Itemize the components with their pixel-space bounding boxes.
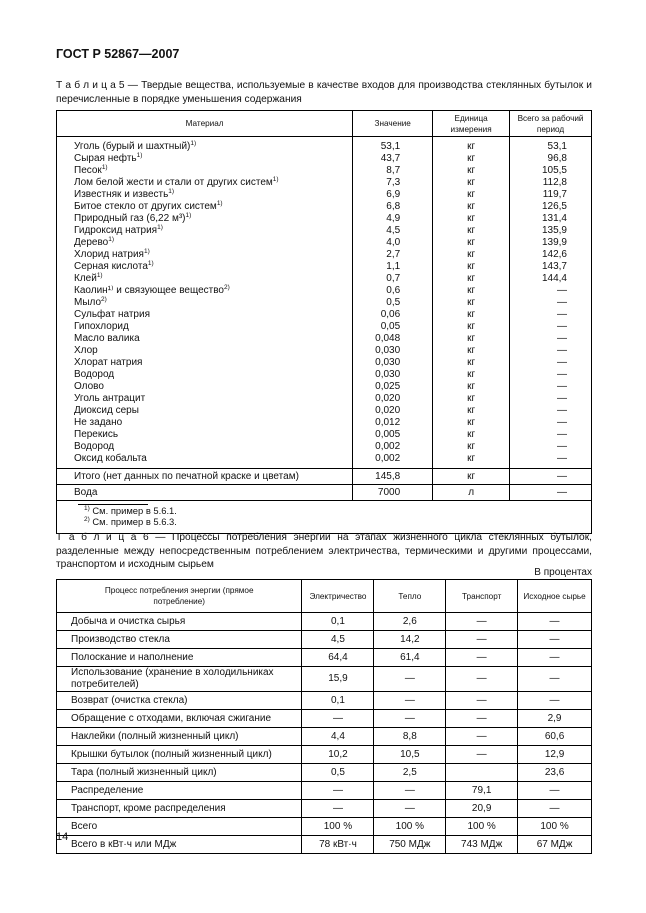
value-cell: 0,030 xyxy=(353,357,433,369)
total-cell: 142,6 xyxy=(510,249,592,261)
material-cell: Олово xyxy=(57,381,353,393)
value-cell: 4,0 xyxy=(353,237,433,249)
value-cell: 100 % xyxy=(302,818,374,836)
table-row xyxy=(57,345,592,357)
value-cell: 4,9 xyxy=(353,213,433,225)
value-cell: 20,9 xyxy=(446,800,518,818)
total-cell: — xyxy=(510,417,592,429)
value-cell: 23,6 xyxy=(518,764,592,782)
total-cell: — xyxy=(510,309,592,321)
value-cell: — xyxy=(446,692,518,710)
table-row xyxy=(57,249,592,261)
value-cell: 8,8 xyxy=(374,728,446,746)
total-cell: 53,1 xyxy=(510,137,592,154)
unit-cell: кг xyxy=(433,201,510,213)
total-cell: 126,5 xyxy=(510,201,592,213)
material-cell: Диоксид серы xyxy=(57,405,353,417)
value-cell: — xyxy=(374,692,446,710)
material-cell: Песок$^{1)}$ xyxy=(57,165,353,177)
unit-cell: кг xyxy=(433,429,510,441)
table-row xyxy=(57,782,592,800)
value-cell: 53,1 xyxy=(353,137,433,154)
process-cell: Обращение с отходами, включая сжигание xyxy=(57,710,302,728)
value-cell: 61,4 xyxy=(374,649,446,667)
footnote-mark: 2) xyxy=(84,516,90,523)
value-cell: — xyxy=(446,710,518,728)
total-cell: — xyxy=(510,405,592,417)
table-row xyxy=(57,393,592,405)
unit-cell: кг xyxy=(433,393,510,405)
table5-water-unit: л xyxy=(433,485,510,501)
table5-total-total: — xyxy=(510,469,592,485)
value-cell: — xyxy=(446,613,518,631)
table-row xyxy=(57,137,592,154)
table-row xyxy=(57,728,592,746)
material-cell: Уголь (бурый и шахтный)$^{1)}$ xyxy=(57,137,353,154)
table-row xyxy=(57,357,592,369)
total-cell: — xyxy=(510,297,592,309)
footnote-text: См. пример в 5.6.3. xyxy=(92,516,177,527)
value-cell: 0,005 xyxy=(353,429,433,441)
material-cell: Хлор xyxy=(57,345,353,357)
table-row xyxy=(57,417,592,429)
value-cell: — xyxy=(518,667,592,692)
process-cell: Возврат (очистка стекла) xyxy=(57,692,302,710)
value-cell: — xyxy=(302,800,374,818)
material-cell: Водород xyxy=(57,369,353,381)
process-cell: Использование (хранение в холодильниках потребителей) xyxy=(57,667,302,692)
process-cell: Транспорт, кроме распределения xyxy=(57,800,302,818)
value-cell: 0,002 xyxy=(353,453,433,469)
table5-footnote-row xyxy=(57,501,592,517)
material-cell: Серная кислота$^{1)}$ xyxy=(57,261,353,273)
value-cell: — xyxy=(446,746,518,764)
table-row xyxy=(57,201,592,213)
unit-cell: кг xyxy=(433,369,510,381)
material-cell: Хлорид натрия$^{1)}$ xyxy=(57,249,353,261)
unit-cell: кг xyxy=(433,309,510,321)
page-number: 14 xyxy=(56,831,69,843)
value-cell: 100 % xyxy=(446,818,518,836)
value-cell: 2,6 xyxy=(374,613,446,631)
total-cell: — xyxy=(510,453,592,469)
value-cell: 0,7 xyxy=(353,273,433,285)
unit-cell: кг xyxy=(433,417,510,429)
value-cell: 0,030 xyxy=(353,345,433,357)
table6-header-raw: Исходное сырье xyxy=(518,580,592,613)
material-cell: Масло валика xyxy=(57,333,353,345)
process-cell: Полоскание и наполнение xyxy=(57,649,302,667)
value-cell: 43,7 xyxy=(353,153,433,165)
table-row xyxy=(57,453,592,469)
value-cell: 8,7 xyxy=(353,165,433,177)
total-cell: 119,7 xyxy=(510,189,592,201)
total-cell: — xyxy=(510,381,592,393)
table-row xyxy=(57,710,592,728)
table5-header-row xyxy=(57,111,592,137)
table-row xyxy=(57,800,592,818)
unit-cell: кг xyxy=(433,453,510,469)
table5-header-material: Материал xyxy=(57,111,353,137)
table-row xyxy=(57,381,592,393)
table-row xyxy=(57,667,592,692)
value-cell: — xyxy=(446,649,518,667)
value-cell: 6,8 xyxy=(353,201,433,213)
value-cell: 0,5 xyxy=(302,764,374,782)
table-row xyxy=(57,321,592,333)
process-cell: Добыча и очистка сырья xyxy=(57,613,302,631)
unit-cell: кг xyxy=(433,177,510,189)
table6-header-heat: Тепло xyxy=(374,580,446,613)
unit-cell: кг xyxy=(433,249,510,261)
unit-cell: кг xyxy=(433,261,510,273)
table-row xyxy=(57,333,592,345)
total-cell: — xyxy=(510,321,592,333)
table-row xyxy=(57,649,592,667)
value-cell: — xyxy=(374,800,446,818)
value-cell: 2,7 xyxy=(353,249,433,261)
value-cell: 0,05 xyxy=(353,321,433,333)
table6-units-note: В процентах xyxy=(534,567,592,578)
table5-water-row xyxy=(57,485,592,501)
table-row xyxy=(57,613,592,631)
table5-header-total: Всего за рабочий период xyxy=(510,111,592,137)
table5-water-total: — xyxy=(510,485,592,501)
unit-cell: кг xyxy=(433,441,510,453)
value-cell: 4,4 xyxy=(302,728,374,746)
process-cell: Распределение xyxy=(57,782,302,800)
total-cell: — xyxy=(510,345,592,357)
material-cell: Известняк и известь$^{1)}$ xyxy=(57,189,353,201)
value-cell: — xyxy=(374,782,446,800)
total-cell: 112,8 xyxy=(510,177,592,189)
table-row xyxy=(57,764,592,782)
table6-header-transport: Транспорт xyxy=(446,580,518,613)
value-cell: — xyxy=(446,667,518,692)
total-cell: 96,8 xyxy=(510,153,592,165)
process-cell: Тара (полный жизненный цикл) xyxy=(57,764,302,782)
unit-cell: кг xyxy=(433,405,510,417)
value-cell: — xyxy=(374,667,446,692)
table-row xyxy=(57,818,592,836)
value-cell: — xyxy=(446,728,518,746)
value-cell: 64,4 xyxy=(302,649,374,667)
value-cell: — xyxy=(518,782,592,800)
table5-water-value: 7000 xyxy=(353,485,433,501)
value-cell: 14,2 xyxy=(374,631,446,649)
table5-header-unit: Единица измерения xyxy=(433,111,510,137)
material-cell: Уголь антрацит xyxy=(57,393,353,405)
unit-cell: кг xyxy=(433,189,510,201)
unit-cell: кг xyxy=(433,381,510,393)
table-row xyxy=(57,285,592,297)
total-cell: — xyxy=(510,357,592,369)
process-cell: Всего xyxy=(57,818,302,836)
material-cell: Каолин¹⁾ и связующее вещество$^{2)}$ xyxy=(57,285,353,297)
material-cell: Лом белой жести и стали от других систем$^{1)}$ xyxy=(57,177,353,189)
process-cell: Всего в кВт·ч или МДж xyxy=(57,836,302,854)
value-cell: — xyxy=(518,800,592,818)
value-cell: 6,9 xyxy=(353,189,433,201)
table-row xyxy=(57,297,592,309)
material-cell: Дерево$^{1)}$ xyxy=(57,237,353,249)
unit-cell: кг xyxy=(433,285,510,297)
table-row xyxy=(57,405,592,417)
table-row xyxy=(57,153,592,165)
total-cell: 105,5 xyxy=(510,165,592,177)
total-cell: — xyxy=(510,369,592,381)
material-cell: Гипохлорид xyxy=(57,321,353,333)
value-cell: — xyxy=(446,631,518,649)
value-cell: — xyxy=(302,782,374,800)
total-cell: — xyxy=(510,285,592,297)
process-cell: Производство стекла xyxy=(57,631,302,649)
value-cell: 4,5 xyxy=(302,631,374,649)
value-cell: 4,5 xyxy=(353,225,433,237)
table6-caption: Т а б л и ц а 6 — Процессы потребления энергии на этапах жизненного цикла стеклянных бутылок, разделенные между непосредственным потреблением электричества, термическими и другими процессами, транспортом и исходным сырьем xyxy=(56,532,592,570)
value-cell: — xyxy=(518,649,592,667)
table-row xyxy=(57,177,592,189)
value-cell: — xyxy=(302,710,374,728)
unit-cell: кг xyxy=(433,297,510,309)
value-cell: 79,1 xyxy=(446,782,518,800)
material-cell: Клей$^{1)}$ xyxy=(57,273,353,285)
footnote-text: См. пример в 5.6.1. xyxy=(92,505,177,516)
table5-water-label: Вода xyxy=(57,485,353,501)
value-cell: 0,030 xyxy=(353,369,433,381)
table-row xyxy=(57,213,592,225)
value-cell: — xyxy=(374,710,446,728)
table6 xyxy=(56,579,592,854)
total-cell: 144,4 xyxy=(510,273,592,285)
material-cell: Сульфат натрия xyxy=(57,309,353,321)
table5-caption: Т а б л и ц а 5 — Твердые вещества, используемые в качестве входов для производства стеклянных бутылок и перечисленные в порядке уменьшения содержания xyxy=(56,80,592,105)
table5 xyxy=(56,110,592,534)
table-row xyxy=(57,261,592,273)
value-cell: — xyxy=(518,692,592,710)
table-row xyxy=(57,165,592,177)
value-cell: 0,002 xyxy=(353,441,433,453)
value-cell: 2,5 xyxy=(374,764,446,782)
table-row xyxy=(57,429,592,441)
material-cell: Гидроксид натрия$^{1)}$ xyxy=(57,225,353,237)
value-cell: 100 % xyxy=(518,818,592,836)
material-cell: Не задано xyxy=(57,417,353,429)
value-cell: 67 МДж xyxy=(518,836,592,854)
value-cell: 0,020 xyxy=(353,393,433,405)
table6-header-electricity: Электричество xyxy=(302,580,374,613)
unit-cell: кг xyxy=(433,333,510,345)
table-row xyxy=(57,836,592,854)
value-cell: 60,6 xyxy=(518,728,592,746)
value-cell: 0,012 xyxy=(353,417,433,429)
unit-cell: кг xyxy=(433,273,510,285)
table-row xyxy=(57,692,592,710)
total-cell: 143,7 xyxy=(510,261,592,273)
material-cell: Перекись xyxy=(57,429,353,441)
total-cell: 131,4 xyxy=(510,213,592,225)
table-row xyxy=(57,441,592,453)
table6-header-process: Процесс потребления энергии (прямое потребление) xyxy=(57,580,302,613)
table5-total-unit: кг xyxy=(433,469,510,485)
table-row xyxy=(57,225,592,237)
process-cell: Крышки бутылок (полный жизненный цикл) xyxy=(57,746,302,764)
table5-total-label: Итого (нет данных по печатной краске и цветам) xyxy=(57,469,353,485)
table-row xyxy=(57,369,592,381)
value-cell: 0,025 xyxy=(353,381,433,393)
process-cell: Наклейки (полный жизненный цикл) xyxy=(57,728,302,746)
value-cell: 0,5 xyxy=(353,297,433,309)
unit-cell: кг xyxy=(433,237,510,249)
material-cell: Природный газ (6,22 м³)$^{1)}$ xyxy=(57,213,353,225)
value-cell: 7,3 xyxy=(353,177,433,189)
table-row xyxy=(57,273,592,285)
material-cell: Сырая нефть$^{1)}$ xyxy=(57,153,353,165)
table6-header-row xyxy=(57,580,592,613)
value-cell: 0,6 xyxy=(353,285,433,297)
value-cell: 15,9 xyxy=(302,667,374,692)
value-cell: 10,5 xyxy=(374,746,446,764)
total-cell: — xyxy=(510,429,592,441)
material-cell: Мыло$^{2)}$ xyxy=(57,297,353,309)
unit-cell: кг xyxy=(433,225,510,237)
table-row xyxy=(57,237,592,249)
value-cell: 1,1 xyxy=(353,261,433,273)
value-cell: 2,9 xyxy=(518,710,592,728)
table-row xyxy=(57,309,592,321)
material-cell: Оксид кобальта xyxy=(57,453,353,469)
material-cell: Хлорат натрия xyxy=(57,357,353,369)
total-cell: — xyxy=(510,393,592,405)
value-cell: 750 МДж xyxy=(374,836,446,854)
value-cell: 100 % xyxy=(374,818,446,836)
unit-cell: кг xyxy=(433,345,510,357)
unit-cell: кг xyxy=(433,153,510,165)
total-cell: 135,9 xyxy=(510,225,592,237)
value-cell: — xyxy=(518,631,592,649)
value-cell: 0,1 xyxy=(302,613,374,631)
unit-cell: кг xyxy=(433,357,510,369)
value-cell: — xyxy=(518,613,592,631)
total-cell: — xyxy=(510,333,592,345)
value-cell: 10,2 xyxy=(302,746,374,764)
value-cell: 0,1 xyxy=(302,692,374,710)
value-cell xyxy=(446,764,518,782)
table-row xyxy=(57,746,592,764)
value-cell: 743 МДж xyxy=(446,836,518,854)
value-cell: 0,020 xyxy=(353,405,433,417)
table5-header-value: Значение xyxy=(353,111,433,137)
table-row xyxy=(57,631,592,649)
material-cell: Водород xyxy=(57,441,353,453)
total-cell: 139,9 xyxy=(510,237,592,249)
table5-total-row xyxy=(57,469,592,485)
value-cell: 12,9 xyxy=(518,746,592,764)
material-cell: Битое стекло от других систем$^{1)}$ xyxy=(57,201,353,213)
table5-total-value: 145,8 xyxy=(353,469,433,485)
unit-cell: кг xyxy=(433,137,510,154)
footnote-mark: 1) xyxy=(84,505,90,512)
unit-cell: кг xyxy=(433,321,510,333)
unit-cell: кг xyxy=(433,213,510,225)
unit-cell: кг xyxy=(433,165,510,177)
total-cell: — xyxy=(510,441,592,453)
document-header: ГОСТ Р 52867—2007 xyxy=(56,47,180,61)
value-cell: 0,06 xyxy=(353,309,433,321)
table-row xyxy=(57,189,592,201)
value-cell: 0,048 xyxy=(353,333,433,345)
value-cell: 78 кВт·ч xyxy=(302,836,374,854)
